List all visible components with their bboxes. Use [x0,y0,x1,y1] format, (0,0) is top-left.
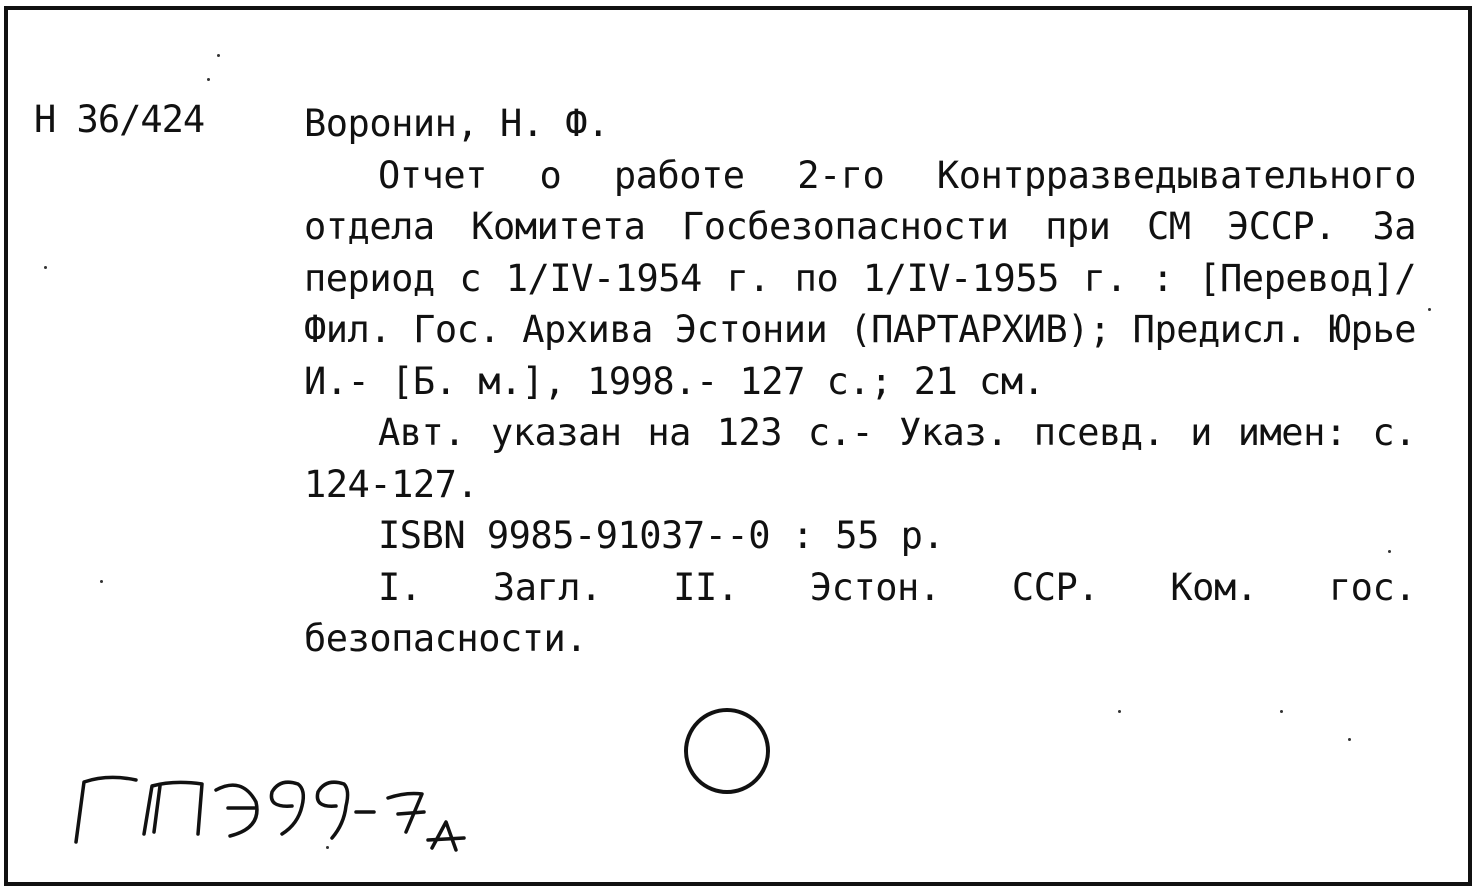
speck [1388,550,1391,553]
speck [1118,710,1121,713]
handwritten-shelf-mark [70,762,500,862]
title-statement: Отчет о работе 2-го Контрразведывательного отдела Комитета Госбезопасности при СМ ЭССР. За период с 1/IV-1954 г. по 1/IV-1955 г. : [Перевод]/ Фил. Гос. Архива Эстонии (ПАРТАРХИВ); Предисл. Юрье И.- [Б. м.], 1998.- 127 с.; 21 см. [304,153,1416,403]
speck [217,54,220,57]
speck [207,78,210,81]
note: Авт. указан на 123 с.- Указ. псевд. и имен: с. 124-127. [304,411,1416,506]
isbn-line: ISBN 9985-91037--0 : 55 р. [378,514,945,557]
speck [1348,738,1351,741]
bibliographic-record [304,98,1416,665]
tracings: I. Загл. II. Эстон. ССР. Ком. гос. безопасности. [304,565,1416,660]
card-punch-hole [684,708,770,794]
call-number: Н 36/424 [34,98,205,141]
author-heading: Воронин, Н. Ф. [304,102,609,145]
catalog-card [4,6,1472,886]
speck [100,580,103,583]
speck [44,266,47,269]
speck [1280,710,1283,713]
speck [326,846,329,849]
speck [1428,308,1431,311]
